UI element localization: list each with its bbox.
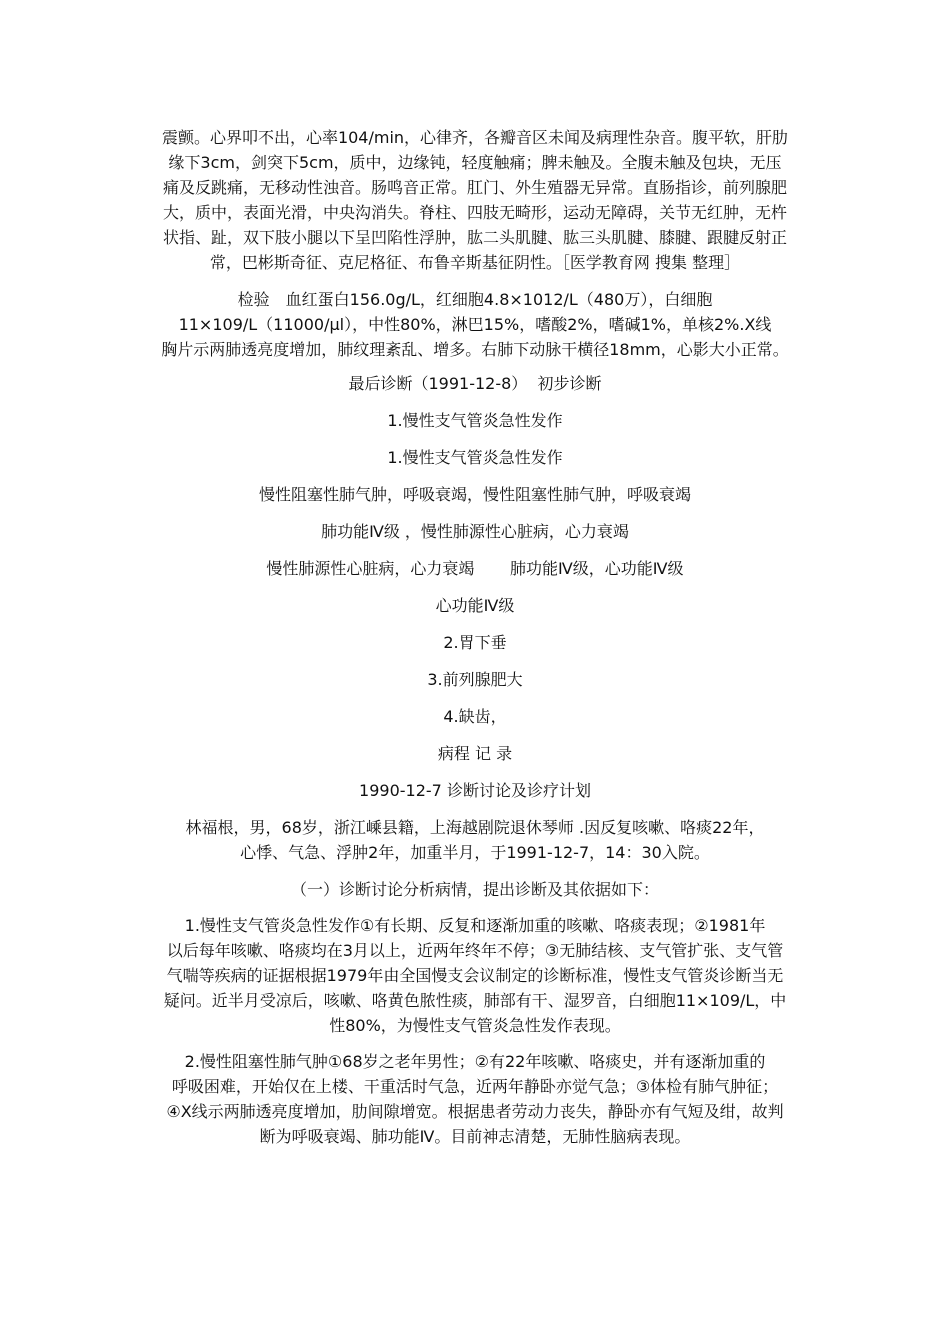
diagnosis-line: 1.慢性支气管炎急性发作 xyxy=(387,411,563,430)
text-line: 检验 血红蛋白156.0g/L，红细胞4.8×1012/L（480万），白细胞 xyxy=(237,290,713,309)
diagnosis-line: 慢性肺源性心脏病，心力衰竭 肺功能Ⅳ级，心功能Ⅳ级 xyxy=(266,559,684,578)
text-line: 心悸、气急、浮肿2年，加重半月，于1991-12-7，14：30入院。 xyxy=(240,843,710,862)
text-line: 1.慢性支气管炎急性发作①有长期、反复和逐渐加重的咳嗽、咯痰表现；②1981年 xyxy=(184,916,766,935)
diagnosis-point-1 xyxy=(140,913,810,1038)
text-line: 断为呼吸衰竭、肺功能Ⅳ。目前神志清楚，无肺性脑病表现。 xyxy=(259,1127,691,1146)
diagnosis-point-2 xyxy=(140,1049,810,1149)
text-line: 呼吸困难，开始仅在上楼、干重活时气急，近两年静卧亦觉气急；③体检有肺气肿征； xyxy=(171,1077,779,1096)
text-line: 状指、趾，双下肢小腿以下呈凹陷性浮肿，肱二头肌腱、肱三头肌腱、膝腱、跟腱反射正 xyxy=(162,228,787,247)
text-line: 以后每年咳嗽、咯痰均在3月以上，近两年终年不停；③无肺结核、支气管扩张、支气管 xyxy=(166,941,784,960)
diagnosis-line: 2.胃下垂 xyxy=(443,633,507,652)
text-line: 常，巴彬斯奇征、克尼格征、布鲁辛斯基征阴性。［医学教育网 搜集 整理］ xyxy=(209,253,741,272)
patient-info-paragraph xyxy=(140,815,810,865)
discussion-header: （一）诊断讨论分析病情，提出诊断及其依据如下： xyxy=(290,880,659,899)
text-line: ④X线示两肺透亮度增加，肋间隙增宽。根据患者劳动力丧失，静卧亦有气短及绀，故判 xyxy=(166,1102,784,1121)
text-line: 11×109/L（11000/μl），中性80%，淋巴15%，嗜酸2%，嗜碱1%，单核2%.X线 xyxy=(178,315,772,334)
text-line: 痛及反跳痛，无移动性浊音。肠鸣音正常。肛门、外生殖器无异常。直肠指诊，前列腺肥 xyxy=(162,178,787,197)
record-subtitle: 1990-12-7 诊断讨论及诊疗计划 xyxy=(359,781,591,800)
text-line: 2.慢性阻塞性肺气肿①68岁之老年男性；②有22年咳嗽、咯痰史，并有逐渐加重的 xyxy=(184,1052,766,1071)
record-title: 病程 记 录 xyxy=(437,744,513,763)
physical-exam-paragraph xyxy=(140,125,810,275)
text-line: 缘下3cm，剑突下5cm，质中，边缘钝，轻度触痛；脾未触及。全腹未触及包块，无压 xyxy=(168,153,782,172)
diagnosis-header: 最后诊断（1991-12-8） 初步诊断 xyxy=(348,374,602,393)
text-line: 性80%，为慢性支气管炎急性发作表现。 xyxy=(329,1016,621,1035)
diagnosis-line: 肺功能Ⅳ级 ，慢性肺源性心脏病，心力衰竭 xyxy=(321,522,629,541)
text-line: 震颤。心界叩不出，心率104/min，心律齐，各瓣音区未闻及病理性杂音。腹平软，肝肋 xyxy=(161,128,789,147)
text-line: 胸片示两肺透亮度增加，肺纹理紊乱、增多。右肺下动脉干横径18mm，心影大小正常。 xyxy=(161,340,789,359)
text-line: 林福根，男，68岁，浙江嵊县籍，上海越剧院退休琴师 .因反复咳嗽、咯痰22年， xyxy=(185,818,765,837)
text-line: 气喘等疾病的证据根据1979年由全国慢支会议制定的诊断标准，慢性支气管炎诊断当无 xyxy=(166,966,784,985)
diagnosis-line: 心功能Ⅳ级 xyxy=(435,596,515,615)
lab-results-paragraph xyxy=(140,287,810,362)
diagnosis-line: 4.缺齿， xyxy=(443,707,507,726)
text-line: 疑问。近半月受凉后，咳嗽、咯黄色脓性痰，肺部有干、湿罗音，白细胞11×109/L，中 xyxy=(163,991,787,1010)
text-line: 大，质中，表面光滑，中央沟消失。脊柱、四肢无畸形，运动无障碍，关节无红肿，无杵 xyxy=(162,203,787,222)
diagnosis-line: 慢性阻塞性肺气肿，呼吸衰竭，慢性阻塞性肺气肿，呼吸衰竭 xyxy=(258,485,691,504)
diagnosis-line: 3.前列腺肥大 xyxy=(427,670,523,689)
diagnosis-line: 1.慢性支气管炎急性发作 xyxy=(387,448,563,467)
